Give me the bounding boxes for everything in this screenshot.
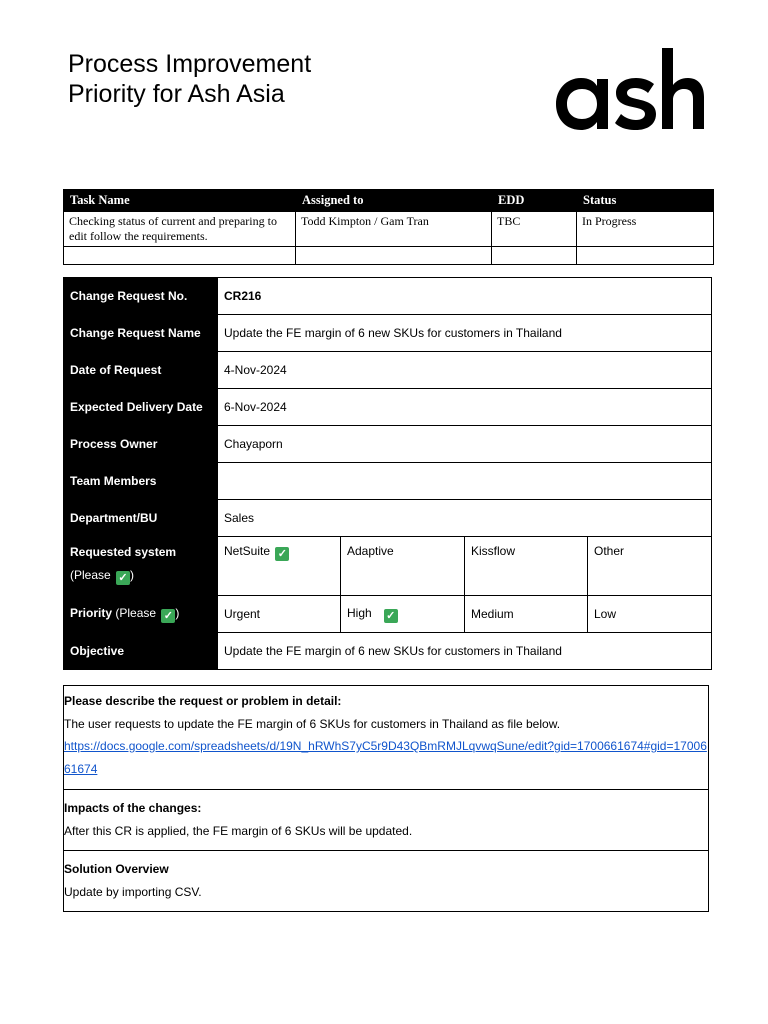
task-table (63, 189, 714, 265)
option-label: NetSuite (224, 544, 271, 558)
cr-name-value: Update the FE margin of 6 new SKUs for customers in Thailand (218, 315, 712, 352)
check-icon: ✓ (275, 547, 289, 561)
ash-logo (554, 48, 704, 132)
request-link[interactable]: https://docs.google.com/spreadsheets/d/19N_hRWhS7yC5r9D43QBmRMJLqvwqSune/edit?gid=1700661674#gid=1700661674 (64, 739, 707, 776)
system-label-cell (64, 537, 218, 596)
detail-box (63, 685, 709, 912)
delivery-value: 6-Nov-2024 (218, 389, 712, 426)
system-label: Requested system (70, 545, 177, 559)
impacts-section (64, 790, 708, 851)
task-name-cell (64, 247, 296, 265)
task-table-header (64, 190, 714, 212)
request-section (64, 686, 708, 790)
owner-row (64, 426, 712, 463)
cr-name-row (64, 315, 712, 352)
title-line-2: Priority for Ash Asia (68, 80, 285, 108)
edd-cell (492, 247, 577, 265)
priority-row (64, 596, 712, 633)
system-hint: (Please (70, 568, 111, 582)
team-row (64, 463, 712, 500)
objective-label: Objective (64, 633, 218, 670)
system-option-other: Other (588, 537, 712, 596)
date-label: Date of Request (64, 352, 218, 389)
objective-row (64, 633, 712, 670)
status-cell (577, 247, 714, 265)
request-text: The user requests to update the FE margin of 6 SKUs for customers in Thailand as file below. (64, 716, 561, 731)
cr-no-value: CR216 (218, 278, 712, 315)
impacts-title: Impacts of the changes: (64, 801, 202, 815)
delivery-label: Expected Delivery Date (64, 389, 218, 426)
check-icon: ✓ (384, 609, 398, 623)
cr-no-row (64, 278, 712, 315)
table-row (64, 212, 714, 247)
option-label: High (347, 605, 372, 620)
status-cell: In Progress (577, 212, 714, 247)
change-request-table (63, 277, 712, 670)
system-option-adaptive: Adaptive (341, 537, 465, 596)
owner-value: Chayaporn (218, 426, 712, 463)
request-title: Please describe the request or problem in detail: (64, 694, 342, 708)
priority-hint-end: ) (175, 605, 180, 620)
cr-name-label: Change Request Name (64, 315, 218, 352)
team-value (218, 463, 712, 500)
priority-option-low: Low (588, 596, 712, 633)
solution-title: Solution Overview (64, 862, 169, 876)
header-task-name: Task Name (64, 190, 296, 212)
system-hint-end: ) (130, 568, 135, 582)
solution-text: Update by importing CSV. (64, 884, 202, 899)
solution-section (64, 851, 708, 911)
impacts-text: After this CR is applied, the FE margin of 6 SKUs will be updated. (64, 823, 413, 838)
priority-label: Priority (70, 605, 113, 620)
check-icon: ✓ (161, 609, 175, 623)
document-title (68, 49, 311, 109)
assigned-to-cell: Todd Kimpton / Gam Tran (296, 212, 492, 247)
priority-hint: (Please (115, 605, 157, 620)
dept-row (64, 500, 712, 537)
priority-option-medium: Medium (465, 596, 588, 633)
dept-value: Sales (218, 500, 712, 537)
title-line-1: Process Improvement (68, 50, 312, 78)
date-value: 4-Nov-2024 (218, 352, 712, 389)
check-icon: ✓ (116, 571, 130, 585)
edd-cell: TBC (492, 212, 577, 247)
date-row (64, 352, 712, 389)
system-option-kissflow: Kissflow (465, 537, 588, 596)
owner-label: Process Owner (64, 426, 218, 463)
header-status: Status (577, 190, 714, 212)
header-assigned-to: Assigned to (296, 190, 492, 212)
priority-option-high (341, 596, 465, 633)
header-edd: EDD (492, 190, 577, 212)
system-row (64, 537, 712, 596)
task-name-cell: Checking status of current and preparing to edit follow the requirements. (64, 212, 296, 247)
cr-no-label: Change Request No. (64, 278, 218, 315)
system-option-netsuite (218, 537, 341, 596)
team-label: Team Members (64, 463, 218, 500)
delivery-row (64, 389, 712, 426)
priority-option-urgent: Urgent (218, 596, 341, 633)
table-row (64, 247, 714, 265)
dept-label: Department/BU (64, 500, 218, 537)
assigned-to-cell (296, 247, 492, 265)
objective-value: Update the FE margin of 6 new SKUs for customers in Thailand (218, 633, 712, 670)
priority-label-cell (64, 596, 218, 633)
